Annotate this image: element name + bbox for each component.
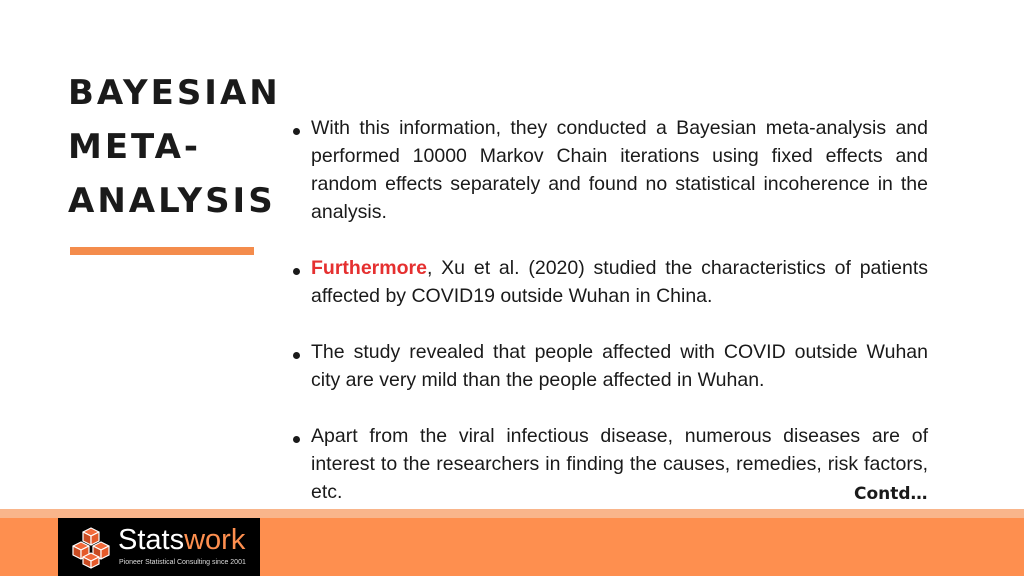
bullet-list bbox=[292, 114, 928, 534]
bullet-text: Apart from the viral infectious disease, numerous diseases are of interest to the researchers in finding the causes, remedies, risk factors, etc. bbox=[311, 425, 928, 503]
bullet-item bbox=[292, 254, 928, 310]
logo-wordmark bbox=[118, 524, 245, 556]
bullet-item bbox=[292, 338, 928, 394]
continued-label: Contd… bbox=[854, 484, 928, 504]
bullet-text: The study revealed that people affected with COVID outside Wuhan city are very mild than the people affected in Wuhan. bbox=[311, 341, 928, 391]
logo-word-stats: Stats bbox=[118, 524, 185, 556]
title-accent-bar bbox=[70, 247, 254, 255]
logo-word-work: work bbox=[184, 524, 246, 556]
bullet-item bbox=[292, 422, 928, 506]
slide-title-line-3: ANALYSIS bbox=[68, 181, 276, 221]
logo-tagline: Pioneer Statistical Consulting since 2001 bbox=[119, 559, 246, 566]
bullet-text: With this information, they conducted a Bayesian meta-analysis and performed 10000 Markov Chain iterations using fixed effects and random effects separately and found no statistical incoherence in the analysis. bbox=[311, 117, 928, 223]
slide-title-line-2: META- bbox=[68, 127, 202, 167]
slide-title-line-1: BAYESIAN bbox=[68, 73, 281, 113]
bullet-text: , Xu et al. (2020) studied the characteristics of patients affected by COVID19 outside Wuhan in China. bbox=[311, 257, 928, 307]
footer-stripe bbox=[0, 509, 1024, 518]
slide-title bbox=[68, 66, 281, 228]
bullet-highlight: Furthermore bbox=[311, 257, 427, 279]
cubes-logo-icon bbox=[69, 525, 113, 569]
statswork-logo bbox=[58, 518, 260, 576]
bullet-item bbox=[292, 114, 928, 226]
